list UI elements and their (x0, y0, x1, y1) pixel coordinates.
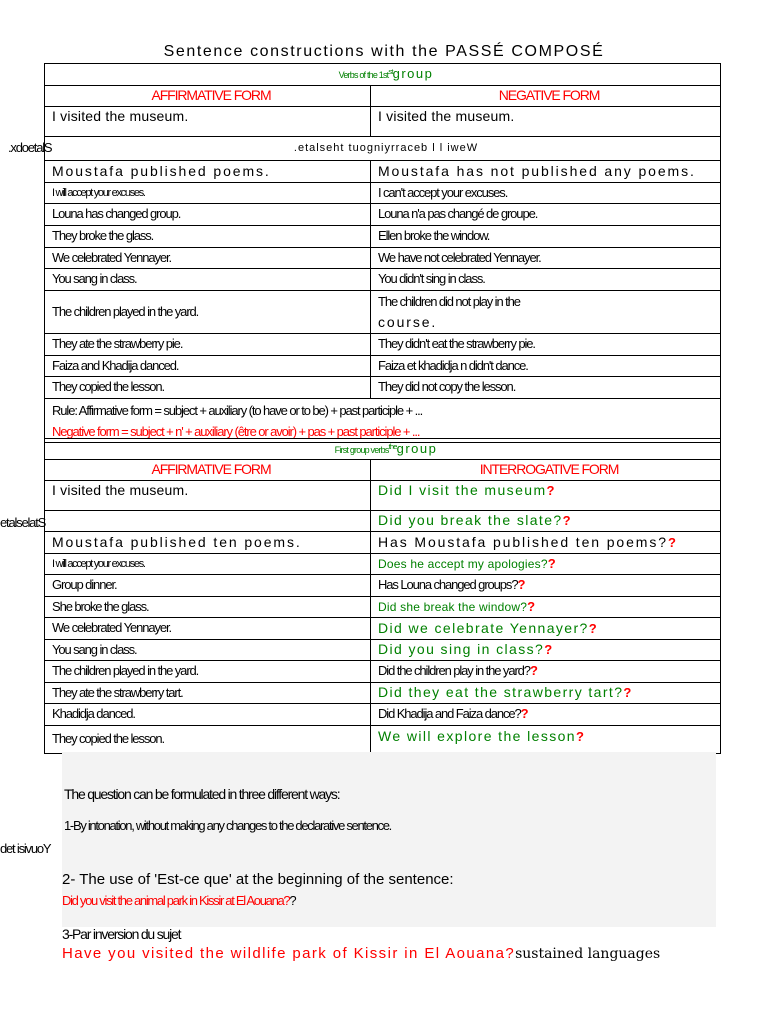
green-question: Did you break the slate? (378, 512, 563, 529)
mirrored-text-row: .etalseht tuogniyrraceb l l iweW (45, 137, 721, 161)
table-cell: You sang in class. (45, 269, 371, 291)
table-cell: You sang in class. (45, 640, 371, 661)
notes-way3-example: Have you visited the wildlife park of Kissir in El Aouana? (62, 945, 516, 962)
table-cell: Faiza and Khadija danced. (45, 356, 371, 377)
question-mark: ? (517, 577, 526, 593)
table-cell (371, 481, 721, 511)
rule-cell (45, 399, 721, 443)
table-cell (371, 597, 721, 618)
notes-way3-suffix: sustained languages (515, 946, 661, 962)
table-cell (371, 640, 721, 661)
question-mark: ? (562, 513, 571, 529)
table-cell: The children played in the yard. (45, 661, 371, 683)
table-cell: We celebrated Yennayer. (45, 618, 371, 640)
table-cell: They copied the lesson. (45, 377, 371, 399)
affirmative-heading: AFFIRMATIVE FORM (45, 86, 371, 107)
question-mark: ? (520, 706, 529, 722)
table-cell: I will accept your excuses. (45, 183, 371, 204)
notes-way2: 2- The use of 'Est-ce que' at the beginning of the sentence: (62, 871, 454, 888)
table-cell (371, 683, 721, 704)
table-cell (371, 554, 721, 575)
table-cell: They broke the glass. (45, 226, 371, 248)
table-cell: They didn't eat the strawberry pie. (371, 334, 721, 356)
notes-way3: 3-Par inversion du sujet (62, 926, 181, 942)
question-mark: ? (546, 483, 555, 498)
cell-line: course. (378, 314, 438, 330)
section2-header (45, 439, 721, 460)
table-cell: They did not copy the lesson. (371, 377, 721, 399)
green-question: Did she break the window? (378, 599, 528, 614)
negative-heading: NEGATIVE FORM (371, 86, 721, 107)
question-text: Has Louna changed groups? (378, 577, 518, 593)
stray-fragment: etalselatS (0, 515, 46, 530)
affirmative-heading: AFFIRMATIVE FORM (45, 460, 371, 481)
green-question: Did they eat the strawberry tart? (378, 684, 624, 701)
green-question: Did we celebrate Yennayer? (378, 619, 589, 636)
question-mark: ? (588, 620, 597, 636)
table-cell (371, 661, 721, 683)
table-cell (371, 291, 721, 334)
table-cell (371, 704, 721, 726)
table-cell: The children played in the yard. (45, 291, 371, 334)
notes-way3-example-line (62, 945, 660, 963)
page-title: Sentence constructions with the PASSÉ COMPOSÉ (163, 43, 605, 60)
section1-header-small: Verbs of the 1st (338, 70, 389, 81)
table-cell: I visited the museum. (45, 481, 371, 511)
table-cell: I visited the museum. (371, 107, 721, 137)
cell-line: The children did not play in the (378, 294, 520, 309)
table-cell: Group dinner. (45, 575, 371, 597)
table-cell: We have not celebrated Yennayer. (371, 248, 721, 269)
table-cell: They ate the strawberry pie. (45, 334, 371, 356)
section1-header-word: group (392, 66, 434, 82)
table-cell: I visited the museum. (45, 107, 371, 137)
table-cell (371, 575, 721, 597)
section1-header-sup: st (388, 67, 393, 77)
table-cell (371, 726, 721, 754)
table-cell: I can't accept your excuses. (371, 183, 721, 204)
section2-header-word: group (396, 440, 438, 456)
notes-intro: The question can be formulated in three different ways: (64, 786, 340, 802)
stray-fragment: .xdoetalS (8, 140, 52, 155)
table-cell: She broke the glass. (45, 597, 371, 618)
table-cell: Moustafa published poems. (45, 161, 371, 183)
rule-affirmative: Rule: Affirmative form = subject + auxiliary (to have or to be) + past participle + ... (52, 403, 423, 418)
negative-form-table (44, 63, 721, 443)
table-cell: You didn't sing in class. (371, 269, 721, 291)
green-question: Did you sing in class? (378, 641, 545, 658)
interrogative-form-table (44, 438, 721, 754)
green-question: Did I visit the museum (378, 482, 547, 498)
table-cell: Moustafa published ten poems. (45, 532, 371, 554)
table-cell: Louna n'a pas changé de groupe. (371, 204, 721, 226)
table-cell (371, 511, 721, 532)
table-cell: Louna has changed group. (45, 204, 371, 226)
table-cell: We celebrated Yennayer. (45, 248, 371, 269)
section1-header (45, 64, 721, 86)
notes-way1: 1-By intonation, without making any changes to the declarative sentence. (64, 818, 391, 833)
table-cell: Ellen broke the window. (371, 226, 721, 248)
table-cell: Moustafa has not published any poems. (371, 161, 721, 183)
section2-header-small: First group verbs (334, 444, 389, 455)
green-question: Does he accept my apologies? (378, 556, 548, 571)
interrogative-heading: INTERROGATIVE FORM (371, 460, 721, 481)
rule-negative: Negative form = subject + n' + auxiliary (être or avoir) + pas + past participle + ... (52, 424, 420, 439)
question-mark: ? (527, 598, 536, 614)
table-cell (371, 532, 721, 554)
table-cell: I will accept your excuses. (45, 554, 371, 575)
question-mark: ? (576, 729, 584, 744)
question-mark: ? (623, 685, 632, 701)
table-cell (371, 618, 721, 640)
table-cell: Khadidja danced. (45, 704, 371, 726)
section2-header-sup: the (388, 441, 397, 451)
notes-way2-suffix: ? (289, 893, 296, 908)
table-cell: They copied the lesson. (45, 726, 371, 754)
green-question: We will explore the lesson (378, 728, 576, 744)
question-mark: ? (544, 642, 553, 658)
stray-fragment: det isivuoY (0, 841, 51, 856)
table-cell: Faiza et khadidja n didn't dance. (371, 356, 721, 377)
question-mark: ? (667, 534, 676, 550)
notes-way2-example: Did you visit the animal park in Kissir at El Aouana? (62, 893, 290, 908)
table-cell (45, 511, 371, 532)
notes-way2-example-line (62, 893, 295, 908)
question-text: Did the children play in the yard? (378, 663, 530, 679)
question-mark: ? (547, 555, 556, 571)
question-text: Has Moustafa published ten poems? (378, 533, 668, 550)
question-text: Did Khadija and Faiza dance? (378, 706, 521, 722)
question-mark: ? (529, 663, 538, 679)
table-cell: They ate the strawberry tart. (45, 683, 371, 704)
